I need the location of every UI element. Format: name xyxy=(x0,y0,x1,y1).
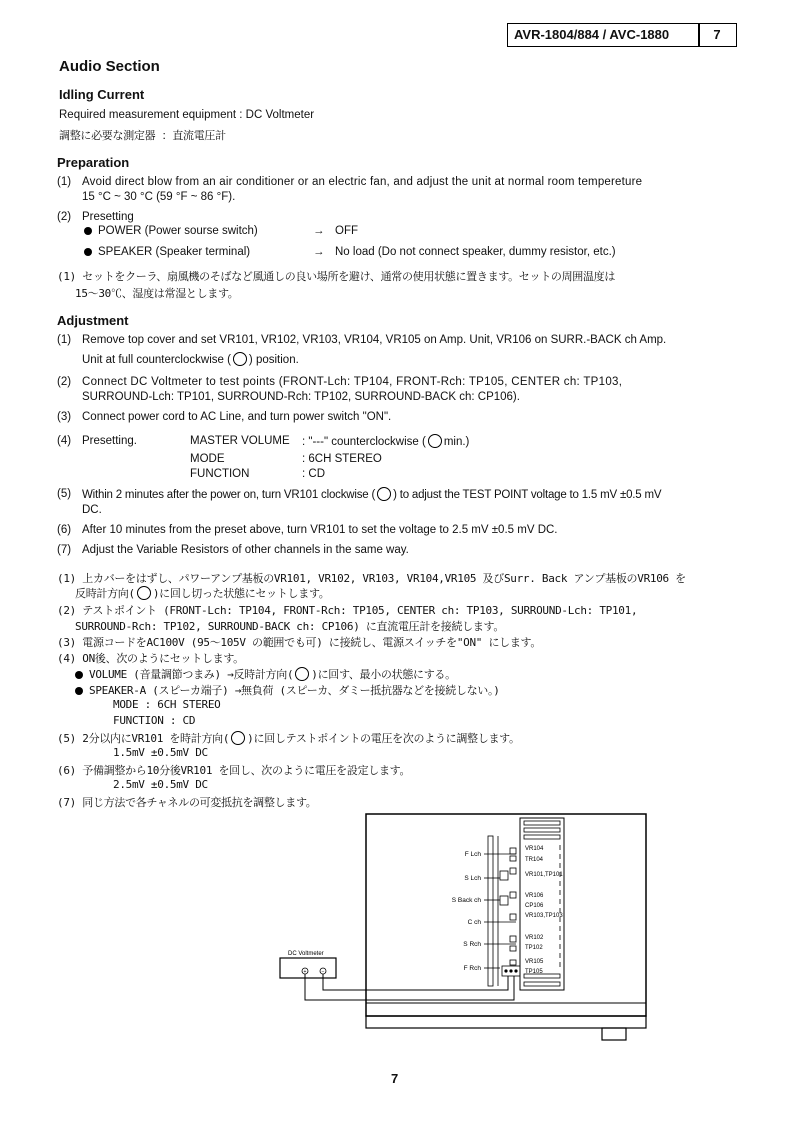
jp-step5-value: 1.5mV ±0.5mV DC xyxy=(113,746,208,759)
speaker-value: No load (Do not connect speaker, dummy resistor, etc.) xyxy=(335,246,616,258)
probe-wire-minus xyxy=(323,974,508,990)
counterclockwise-icon xyxy=(233,352,247,366)
prep-jp-line1: (1) セットをクーラ、扇風機のそばなど風通しの良い場所を避け、通常の使用状態に置きます。セットの周囲温度は xyxy=(57,270,616,283)
prep-item2-num: (2) xyxy=(57,211,72,223)
channel-row-slch xyxy=(484,868,516,880)
preparation-title: Preparation xyxy=(57,155,130,170)
channel-label: S Back ch xyxy=(451,897,481,904)
speaker-row xyxy=(84,246,250,258)
adj-s2-line2: SURROUND-Lch: TP101, SURROUND-Rch: TP102, SURROUND-BACK ch: CP106). xyxy=(82,391,520,403)
dc-voltmeter xyxy=(280,958,336,978)
adj-s4-val1 xyxy=(302,435,469,449)
jp-step4a xyxy=(75,666,456,682)
equipment-en: Required measurement equipment : DC Voltmeter xyxy=(59,109,315,121)
jp-step5-b: )に回しテストポイントの電圧を次のように調整します。 xyxy=(247,732,520,745)
jp-step5-a: (5) 2分以内にVR101 を時計方向( xyxy=(57,732,230,745)
adj-s4-label: Presetting. xyxy=(82,435,137,447)
jp-step4a-a: VOLUME (音量調節つまみ) →反時計方向( xyxy=(89,668,294,681)
jp-step4: (4) ON後、次のようにセットします。 xyxy=(57,652,244,665)
header-model-box xyxy=(507,23,737,47)
vr-label: VR103,TP103 xyxy=(525,913,563,919)
bullet-icon xyxy=(75,687,83,695)
jp-step3: (3) 電源コードをAC100V (95～105V の範囲でも可) に接続し、電源スイッチを"ON" にします。 xyxy=(57,636,542,649)
vr-label: VR105 xyxy=(525,959,544,965)
jp-step1a: (1) 上カバーをはずし、パワーアンプ基板のVR101, VR102, VR103, VR104,VR105 及びSurr. Back アンプ基板のVR106 を xyxy=(57,572,686,585)
equipment-jp: 調整に必要な測定器 ：直流電圧計 xyxy=(59,129,226,142)
adj-s4-val3: : CD xyxy=(302,468,325,480)
adj-s5-text-b: ) to adjust the TEST POINT voltage to 1.5 mV ±0.5 mV xyxy=(393,489,662,502)
channel-label: S Rch xyxy=(463,941,481,948)
prep-item2-title: Presetting xyxy=(82,211,134,223)
jp-step1b xyxy=(75,585,329,601)
adj-s3-num: (3) xyxy=(57,411,72,423)
counterclockwise-icon xyxy=(295,667,309,681)
adj-s7-line1: Adjust the Variable Resistors of other channels in the same way. xyxy=(82,544,409,556)
adj-s4-val1-text: : "---" counterclockwise ( xyxy=(302,436,426,449)
adj-s5-text-a: Within 2 minutes after the power on, turn VR101 clockwise ( xyxy=(82,489,376,502)
prep-jp-line2: 15～30℃、湿度は常湿とします。 xyxy=(75,287,239,300)
vr-label: VR102 xyxy=(525,935,544,941)
voltmeter-label: DC Voltmeter xyxy=(288,951,324,957)
jp-step2b: SURROUND-Rch: TP102, SURROUND-BACK ch: CP106) に直流電圧計を接続します。 xyxy=(75,620,505,633)
adj-s1-text-a: Unit at full counterclockwise ( xyxy=(82,354,231,367)
idling-title: Idling Current xyxy=(59,87,145,102)
adj-s4-key2: MODE xyxy=(190,453,225,465)
wiring-diagram xyxy=(270,810,660,1045)
adj-s7-num: (7) xyxy=(57,544,72,556)
adj-s5-line1 xyxy=(82,488,661,502)
channel-label: F Lch xyxy=(464,851,481,858)
minus-sign: − xyxy=(321,969,325,975)
vr-label: VR104 xyxy=(525,846,544,852)
jp-step2a: (2) テストポイント (FRONT-Lch: TP104, FRONT-Rch: TP105, CENTER ch: TP103, SURROUND-Lch: TP101, xyxy=(57,604,638,617)
jp-step5 xyxy=(57,730,520,746)
chassis-base xyxy=(366,1016,646,1028)
power-label: POWER (Power sourse switch) xyxy=(98,225,258,237)
power-arrow: → xyxy=(313,225,325,237)
channel-label: S Lch xyxy=(464,875,481,882)
footer-page-number: 7 xyxy=(391,1071,399,1086)
adj-s4-key1: MASTER VOLUME xyxy=(190,435,290,447)
jp-step6-value: 2.5mV ±0.5mV DC xyxy=(113,778,208,791)
section-title: Audio Section xyxy=(59,58,160,75)
power-row xyxy=(84,225,258,237)
vr-label: TP105 xyxy=(525,969,543,975)
adj-s1-num: (1) xyxy=(57,334,72,346)
channel-label: C ch xyxy=(467,919,481,926)
prep-item1-num: (1) xyxy=(57,176,72,188)
model-number: AVR-1804/884 / AVC-1880 xyxy=(514,27,670,42)
channel-label: F Rch xyxy=(463,965,481,972)
clockwise-icon xyxy=(377,487,391,501)
channel-labels xyxy=(452,851,482,972)
vr-label: CP106 xyxy=(525,903,544,909)
jp-step7: (7) 同じ方法で各チャネルの可変抵抗を調整します。 xyxy=(57,796,317,809)
jp-step4b-text: SPEAKER-A (スピーカ端子) →無負荷 (スピーカ、ダミー抵抗器などを接続しない。) xyxy=(89,684,500,697)
adj-s4-key3: FUNCTION xyxy=(190,468,250,480)
adj-s6-num: (6) xyxy=(57,524,72,536)
channel-rows xyxy=(484,848,520,976)
adj-s2-num: (2) xyxy=(57,376,72,388)
counterclockwise-icon xyxy=(137,586,151,600)
adj-s6-line1: After 10 minutes from the preset above, turn VR101 to set the voltage to 2.5 mV ±0.5 mV DC. xyxy=(82,524,558,536)
adj-s1-text-b: ) position. xyxy=(248,354,299,367)
adj-s5-num: (5) xyxy=(57,488,72,500)
vr-label: VR106 xyxy=(525,893,544,899)
prep-item1-line1: Avoid direct blow from an air conditioner or an electric fan, and adjust the unit at normal room tempereture xyxy=(82,176,643,188)
bullet-icon xyxy=(84,227,92,235)
power-value: OFF xyxy=(335,225,358,237)
adj-s3-line1: Connect power cord to AC Line, and turn power switch "ON". xyxy=(82,411,392,423)
unit-chassis xyxy=(366,814,646,1016)
jp-step4b xyxy=(75,682,500,698)
jp-step1b-b: )に回し切った状態にセットします。 xyxy=(152,587,330,600)
chassis-foot xyxy=(602,1028,626,1040)
header-page-number: 7 xyxy=(713,27,721,42)
jp-step4d: FUNCTION : CD xyxy=(113,714,196,727)
bullet-icon xyxy=(84,248,92,256)
jp-step4c: MODE : 6CH STEREO xyxy=(113,698,221,711)
speaker-arrow: → xyxy=(313,246,325,258)
vr-label: TR104 xyxy=(525,857,544,863)
jp-step1b-a: 反時計方向( xyxy=(75,587,135,600)
channel-row-srch xyxy=(484,936,516,951)
jp-step4a-b: )に回す、最小の状態にする。 xyxy=(311,668,456,681)
adj-s5-line2: DC. xyxy=(82,504,102,516)
vr-label: VR101,TP101 xyxy=(525,872,563,878)
vr-labels xyxy=(525,846,563,975)
prep-item1-line2: 15 °C ~ 30 °C (59 °F ~ 86 °F). xyxy=(82,191,236,203)
channel-row-flch xyxy=(484,848,516,861)
adj-s2-line1: Connect DC Voltmeter to test points (FRONT-Lch: TP104, FRONT-Rch: TP105, CENTER ch: TP103, xyxy=(82,376,623,388)
counterclockwise-icon xyxy=(428,434,442,448)
vr-label: TP102 xyxy=(525,945,543,951)
adj-s4-val1-min: min.) xyxy=(443,436,470,449)
adj-s1-line2 xyxy=(82,353,299,367)
adj-s4-num: (4) xyxy=(57,435,72,447)
jp-step6: (6) 予備調整から10分後VR101 を回し、次のように電圧を設定します。 xyxy=(57,764,411,777)
bus-bar xyxy=(488,836,493,986)
clockwise-icon xyxy=(231,731,245,745)
channel-row-frch xyxy=(484,960,520,976)
adj-s4-val2: : 6CH STEREO xyxy=(302,453,382,465)
channel-row-sback xyxy=(484,892,516,905)
channel-row-cch xyxy=(484,914,516,922)
adjustment-title: Adjustment xyxy=(57,313,129,328)
bullet-icon xyxy=(75,671,83,679)
plus-sign: + xyxy=(303,969,307,975)
speaker-label: SPEAKER (Speaker terminal) xyxy=(98,246,251,258)
adj-s1-line1: Remove top cover and set VR101, VR102, VR103, VR104, VR105 on Amp. Unit, VR106 on SURR.-BACK ch Amp. xyxy=(82,334,667,346)
